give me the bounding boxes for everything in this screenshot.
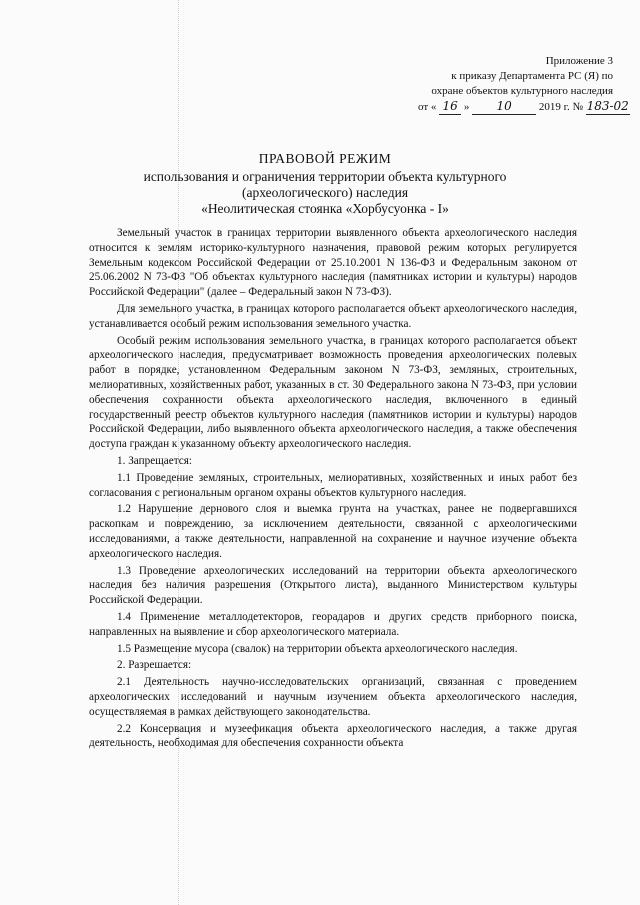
doc-subtitle-line-1: использования и ограничения территории объекта культурного [143,169,507,184]
date-mid: » [463,101,470,113]
date-suffix: 2019 г. № [538,101,583,113]
paragraph: 1.5 Размещение мусора (свалок) на территории объекта археологического наследия. [117,642,518,655]
doc-subtitle-line-2: (археологического) наследия [241,185,409,200]
paragraph: 1.3 Проведение археологических исследований на территории объекта археологического наследия без наличия разрешения (Открытого листа), выданного Министерством культуры Российской Федерации. [89,564,577,607]
document-body [89,226,577,753]
paragraph: 2.1 Деятельность научно-исследовательских организаций, связанная с проведением археологических исследований и научным изучением объекта археологического наследия, осуществляемая в рамках действующего законодательства. [89,676,577,718]
date-number: 183-02 [586,99,629,113]
appendix-block [418,54,629,115]
paragraph: 1.1 Проведение земляных, строительных, мелиоративных, хозяйственных и иных работ без согласования с региональным органом охраны объектов культурного наследия. [89,471,577,499]
paragraph: Земельный участок в границах территории выявленного объекта археологического наследия относится к землям историко-культурного назначения, правовой режим которых регулируется Земельным кодексом Российской Федерации от 25.10.2001 N 136-ФЗ и Федеральным законом от 25.06.2002 N 73-ФЗ "Об объектах культурного наследия (памятниках истории и культуры) народов Российской Федерации" (далее – Федеральный закон N 73-ФЗ). [89,227,577,299]
appendix-line-2: к приказу Департамента РС (Я) по [451,70,613,82]
section-heading-prohibited: 1. Запрещается: [117,454,192,467]
paragraph: Для земельного участка, в границах которого располагается объект археологического наследия, устанавливается особый режим использования земельного участка. [89,302,577,330]
date-prefix: от « [418,101,437,113]
paragraph: 1.2 Нарушение дернового слоя и выемка грунта на участках, ранее не подвергавшихся раскопкам и повреждению, за исключением деятельности, связанной с археологическими исследованиями, а также деятельности, направленной на сохранение и научное изучение объекта археологического наследия. [89,503,577,560]
paragraph: Особый режим использования земельного участка, в границах которого располагается объект археологического наследия, предусматривает возможность проведения археологических полевых работ в порядке, установленном Федеральным законом N 73-ФЗ, земляных, строительных, мелиоративных, хозяйственных работ, указанных в ст. 30 Федерального закона N 73-ФЗ, при условии обеспечения сохранности объекта археологического наследия, включенного в единый государственный реестр объектов культурного наследия (памятников истории и культуры) народов Российской Федерации, либо выявленного объекта археологического наследия, а также обеспечения доступа граждан к указанному объекту археологического наследия. [89,334,577,451]
date-day: 16 [439,99,461,115]
paragraph: 1.4 Применение металлодетекторов, георадаров и других средств приборного поиска, направленных на выявление и сбор археологического материала. [89,610,577,638]
doc-heading: ПРАВОВОЙ РЕЖИМ [258,151,392,166]
paragraph: 2.2 Консервация и музеефикация объекта археологического наследия, а также другая деятельность, необходимая для обеспечения сохранности объекта [89,722,577,750]
appendix-line-1: Приложение 3 [545,55,613,67]
doc-subtitle-line-3: «Неолитическая стоянка «Хорбусуонка - I» [201,201,449,216]
date-month: 10 [472,99,536,115]
appendix-date-line [418,99,629,115]
appendix-line-3: охране объектов культурного наследия [431,85,613,97]
section-heading-allowed: 2. Разрешается: [117,659,192,672]
